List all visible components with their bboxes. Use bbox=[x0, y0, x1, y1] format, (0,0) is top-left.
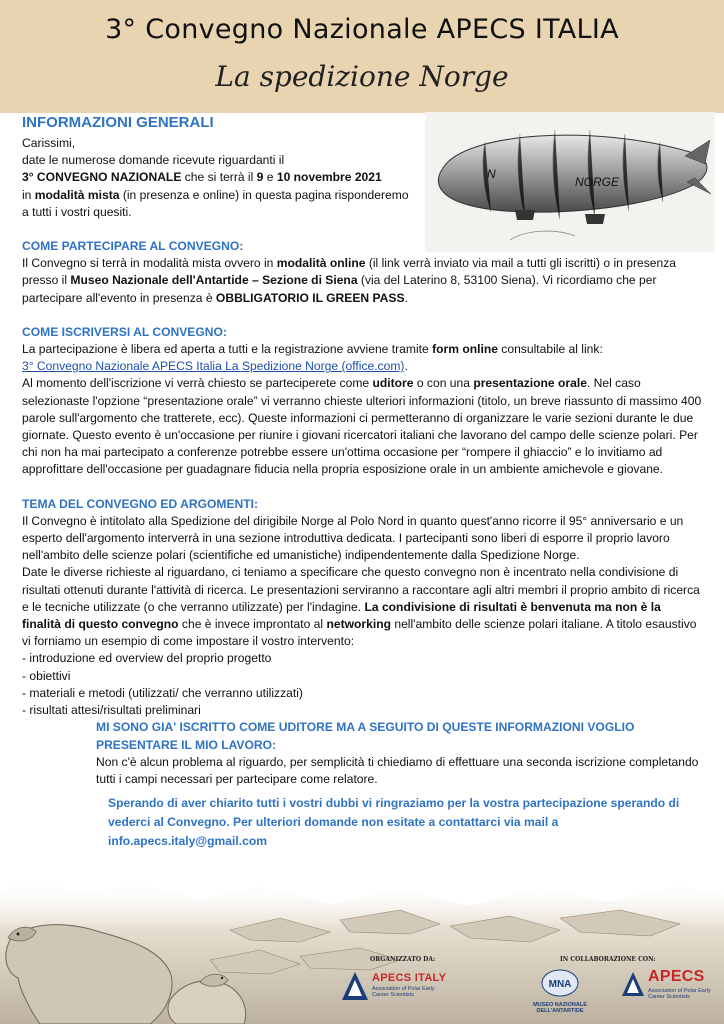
mna-logo bbox=[510, 968, 610, 1018]
in-collaboration-label: IN COLLABORAZIONE CON: bbox=[560, 956, 656, 963]
greeting: Carissimi, bbox=[22, 136, 76, 150]
mna-logo-text: MNA bbox=[548, 979, 572, 990]
intro-line: a tutti i vostri quesiti. bbox=[22, 204, 132, 219]
partecipare-paragraph: Il Convegno si terrà in modalità mista ovvero in modalità online (il link verrà inviato via mail a tutti gli iscritti) o in presenza presso il Museo Nazionale dell'Antartide – Sezione di Siena (via del Laterino 8, 53100 Siena). Vi ricordiamo che per partecipare all'evento in presenza è OBBLIGATORIO IL GREEN PASS. bbox=[22, 256, 676, 305]
svg-text:N: N bbox=[487, 167, 496, 181]
apecs-logo-subtext: Association of Polar Early Career Scientists bbox=[648, 988, 711, 1000]
list-item: - obiettivi bbox=[22, 668, 71, 683]
tema-paragraph: Date le diverse richieste al riguardano, ci teniamo a specificare che questo convegno non è incentrato nella condivisione di risultati ottenuti durante l'attività di ricerca. Le presentazioni serviranno a raccontare agli altri membri il proprio ambito di ricerca e le tecniche utilizzate (o che verranno utilizzate) per l'indagine. La condivisione di risultati è benvenuta ma non è la finalità di questo convegno che è invece improntato al networking nell'ambito delle scienze polari italiane. A titolo esaustivo vi forniamo un esempio di come impostare il vostro intervento: bbox=[22, 565, 700, 649]
list-item: - materiali e metodi (utilizzati/ che verranno utilizzati) bbox=[22, 685, 303, 700]
registration-link-line: 3° Convegno Nazionale APECS Italia La Spedizione Norge (office.com). bbox=[22, 359, 408, 374]
intro-line: 3° CONVEGNO NAZIONALE che si terrà il 9 e 10 novembre 2021 bbox=[22, 170, 382, 185]
tema-paragraph: Il Convegno è intitolato alla Spedizione del dirigibile Norge al Polo Nord in quanto quest'anno ricorre il 95° anniversario e un esperto dell'argomento interverrà in una sezione introduttiva dedicata. I partecipanti sono liberi di esporre il proprio lavoro nell'ambito delle scienze polari (scientifiche ed umanistiche) indipendentemente dalla Spedizione Norge. bbox=[22, 513, 684, 563]
faq-question: MI SONO GIA' ISCRITTO COME UDITORE MA A SEGUITO DI QUESTE INFORMAZIONI VOGLIO PRESENTARE IL MIO LAVORO: bbox=[96, 720, 635, 752]
apecs-italy-logo-text: APECS ITALY bbox=[372, 972, 447, 984]
intro-block bbox=[22, 135, 422, 221]
intro-line: date le numerose domande ricevute riguardanti il bbox=[22, 153, 285, 168]
intro-line: in modalità mista (in presenza e online) in questa pagina risponderemo bbox=[22, 187, 409, 202]
page-title: 3° Convegno Nazionale APECS ITALIA bbox=[105, 14, 619, 45]
faq-answer: Non c'è alcun problema al riguardo, per semplicità ti chiediamo di effettuare una seconda iscrizione completando tutti i campi necessari per partecipare come relatore. bbox=[96, 754, 699, 786]
apecs-italy-emblem-icon bbox=[340, 970, 370, 1004]
section-heading-tema: TEMA DEL CONVEGNO ED ARGOMENTI: bbox=[22, 496, 259, 511]
list-item: - risultati attesi/risultati preliminari bbox=[22, 703, 201, 718]
apecs-italy-logo-subtext: Association of Polar Early Career Scientists bbox=[372, 986, 435, 998]
apecs-emblem-icon bbox=[620, 970, 646, 1000]
main-content bbox=[22, 113, 702, 851]
mna-globe-icon bbox=[540, 968, 580, 998]
page-subtitle: La spedizione Norge bbox=[215, 60, 509, 93]
apecs-logo-text: APECS bbox=[648, 968, 705, 985]
iscriversi-paragraph: La partecipazione è libera ed aperta a tutti e la registrazione avviene tramite form online consultabile al link: bbox=[22, 342, 603, 357]
apecs-italy-logo bbox=[340, 968, 450, 1008]
section-heading-partecipare: COME PARTECIPARE AL CONVEGNO: bbox=[22, 239, 244, 254]
sponsor-logos bbox=[330, 950, 724, 1024]
mna-logo-subtext: MUSEO NAZIONALE DELL'ANTARTIDE bbox=[533, 1002, 587, 1014]
section-heading-iscriversi: COME ISCRIVERSI AL CONVEGNO: bbox=[22, 324, 227, 339]
svg-text:NORGE: NORGE bbox=[575, 175, 620, 189]
apecs-logo bbox=[620, 966, 720, 1016]
faq-block bbox=[22, 719, 702, 788]
closing-message: Sperando di aver chiarito tutti i vostri dubbi vi ringraziamo per la vostra partecipazione sperando di vederci al Convegno. Per ulteriori domande non esitate a contattarci via mail a info.apecs.italy@gmail.com bbox=[108, 796, 680, 849]
header-banner bbox=[0, 0, 724, 113]
organized-by-label: ORGANIZZATO DA: bbox=[370, 956, 436, 963]
iscriversi-details: Al momento dell'iscrizione vi verrà chiesto se parteciperete come uditore o con una presentazione orale. Nel caso selezionaste l'opzione “presentazione orale” vi verranno chieste ulteriori informazioni (titolo, un breve riassunto di massimo 400 parole sull'argomento che tratterete, ecc). Queste informazioni ci permetteranno di organizzare le varie sezioni durante le due giornate. Questo evento è un'occasione per riunire i giovani ricercatori italiani che lavorano del campo delle scienze polari. Per chi non ha mai partecipato a conferenze potrebbe essere un'ottima occasione per “rompere il ghiaccio” e lo invitiamo ad approfittare dell'occasione per guadagnare fiducia nella propria esposizione orale in un ambiente amichevole e giovane. bbox=[22, 376, 702, 477]
registration-form-link[interactable]: 3° Convegno Nazionale APECS Italia La Spedizione Norge (office.com) bbox=[22, 359, 405, 374]
list-item: - introduzione ed overview del proprio progetto bbox=[22, 651, 272, 666]
section-heading-info: INFORMAZIONI GENERALI bbox=[22, 114, 214, 131]
